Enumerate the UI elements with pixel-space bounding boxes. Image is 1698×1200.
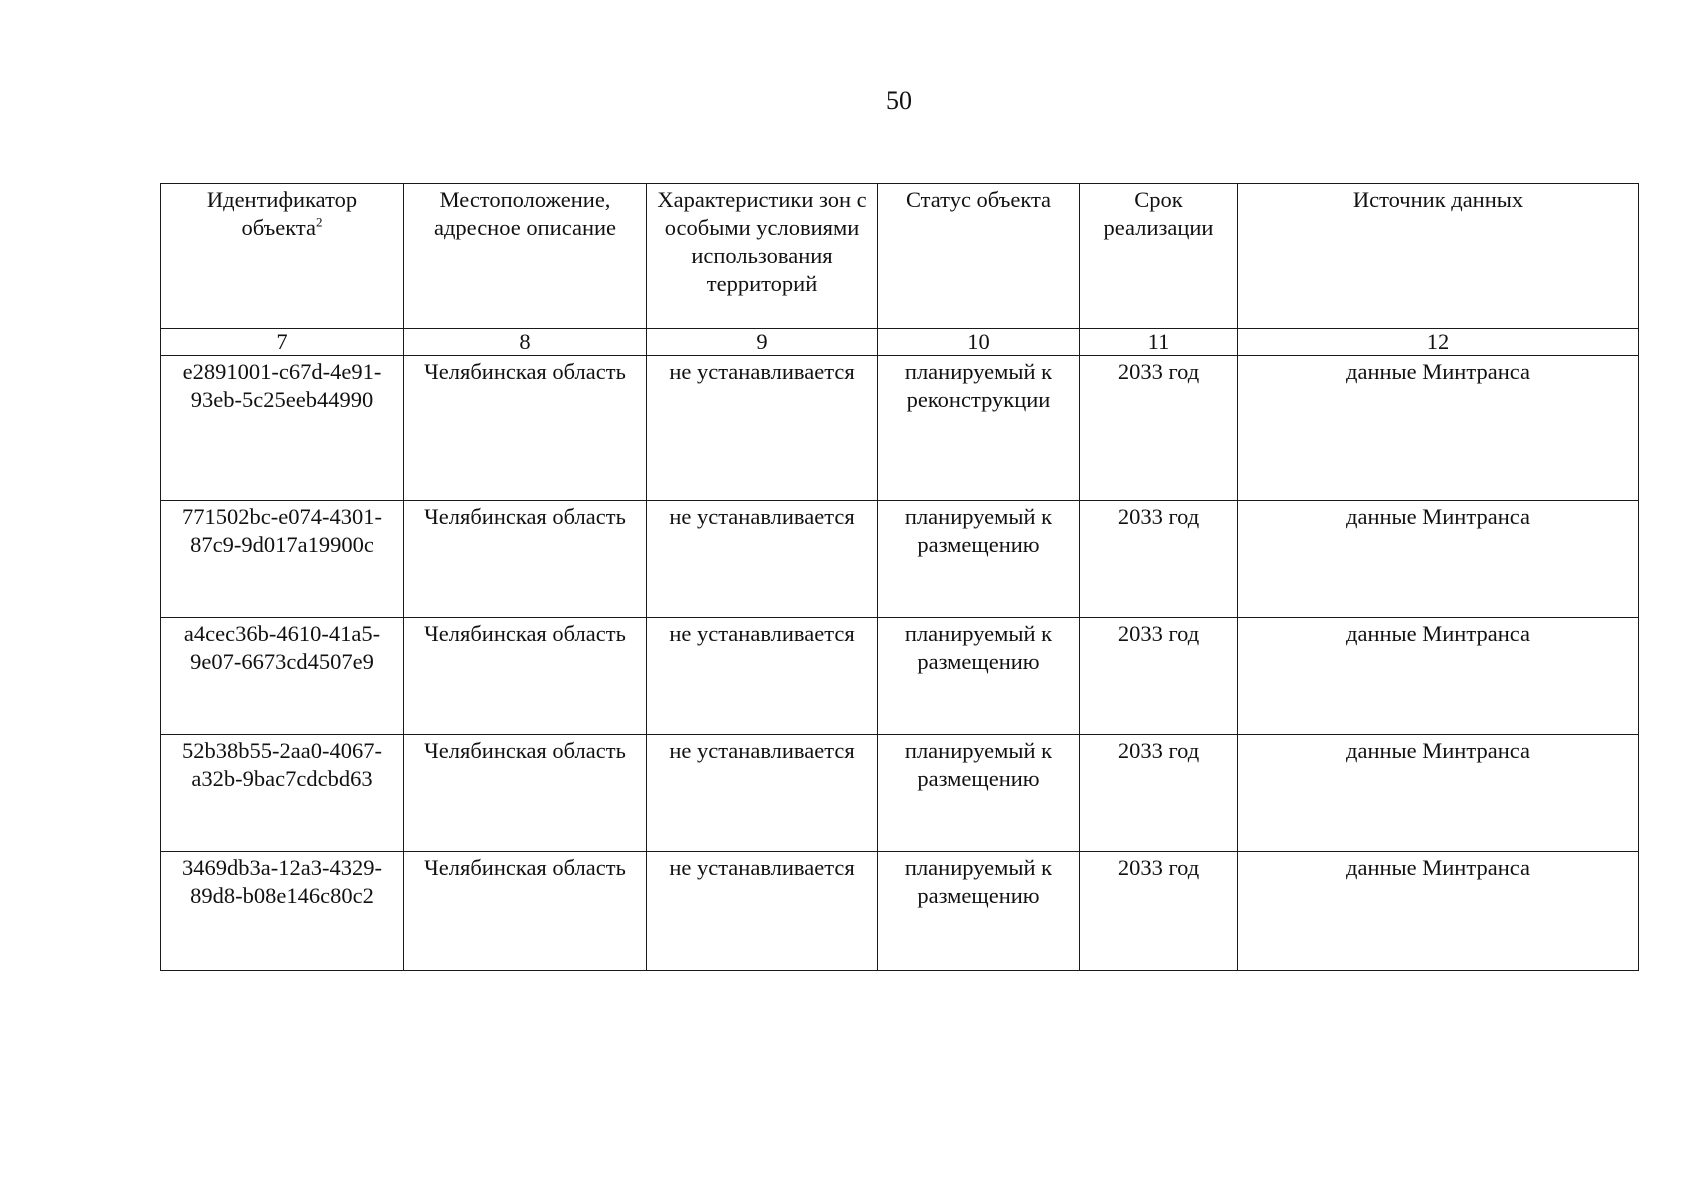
header-cell-zones: Характеристики зон с особыми условиями использования территорий xyxy=(647,184,878,329)
cell-identifier: 3469db3a-12a3-4329-89d8-b08e146c80c2 xyxy=(161,852,404,971)
table-row xyxy=(161,735,1639,852)
cell-location: Челябинская область xyxy=(404,356,647,501)
column-number: 10 xyxy=(878,329,1080,356)
cell-zones: не устанавливается xyxy=(647,501,878,618)
cell-term: 2033 год xyxy=(1080,735,1238,852)
cell-source: данные Минтранса xyxy=(1238,852,1639,971)
cell-zones: не устанавливается xyxy=(647,356,878,501)
table-row xyxy=(161,618,1639,735)
column-number: 12 xyxy=(1238,329,1639,356)
cell-identifier: e2891001-c67d-4e91-93eb-5c25eeb44990 xyxy=(161,356,404,501)
table-row xyxy=(161,501,1639,618)
cell-status: планируемый к размещению xyxy=(878,852,1080,971)
cell-identifier: 52b38b55-2aa0-4067-a32b-9bac7cdcbd63 xyxy=(161,735,404,852)
header-cell-source: Источник данных xyxy=(1238,184,1639,329)
table-row xyxy=(161,852,1639,971)
column-numbers-row xyxy=(161,329,1639,356)
cell-source: данные Минтранса xyxy=(1238,501,1639,618)
column-number: 7 xyxy=(161,329,404,356)
header-cell-location: Местоположение, адресное описание xyxy=(404,184,647,329)
cell-source: данные Минтранса xyxy=(1238,735,1639,852)
cell-term: 2033 год xyxy=(1080,356,1238,501)
cell-location: Челябинская область xyxy=(404,501,647,618)
column-number: 11 xyxy=(1080,329,1238,356)
cell-zones: не устанавливается xyxy=(647,852,878,971)
cell-term: 2033 год xyxy=(1080,852,1238,971)
cell-source: данные Минтранса xyxy=(1238,618,1639,735)
header-cell-status: Статус объекта xyxy=(878,184,1080,329)
cell-status: планируемый к реконструкции xyxy=(878,356,1080,501)
header-cell-identifier: Идентификатор объекта$^2$ xyxy=(161,184,404,329)
cell-identifier: 771502bc-e074-4301-87c9-9d017a19900c xyxy=(161,501,404,618)
footnote-mark: 2 xyxy=(316,214,323,230)
cell-status: планируемый к размещению xyxy=(878,735,1080,852)
cell-status: планируемый к размещению xyxy=(878,618,1080,735)
table-row xyxy=(161,356,1639,501)
cell-identifier: a4cec36b-4610-41a5-9e07-6673cd4507e9 xyxy=(161,618,404,735)
column-number: 8 xyxy=(404,329,647,356)
cell-zones: не устанавливается xyxy=(647,735,878,852)
cell-status: планируемый к размещению xyxy=(878,501,1080,618)
cell-location: Челябинская область xyxy=(404,735,647,852)
cell-source: данные Минтранса xyxy=(1238,356,1639,501)
cell-location: Челябинская область xyxy=(404,852,647,971)
table-header-row xyxy=(161,184,1639,329)
column-number: 9 xyxy=(647,329,878,356)
cell-term: 2033 год xyxy=(1080,501,1238,618)
header-cell-term: Срок реализации xyxy=(1080,184,1238,329)
page-number: 50 xyxy=(886,86,912,115)
objects-table xyxy=(160,183,1639,971)
cell-zones: не устанавливается xyxy=(647,618,878,735)
cell-term: 2033 год xyxy=(1080,618,1238,735)
cell-location: Челябинская область xyxy=(404,618,647,735)
